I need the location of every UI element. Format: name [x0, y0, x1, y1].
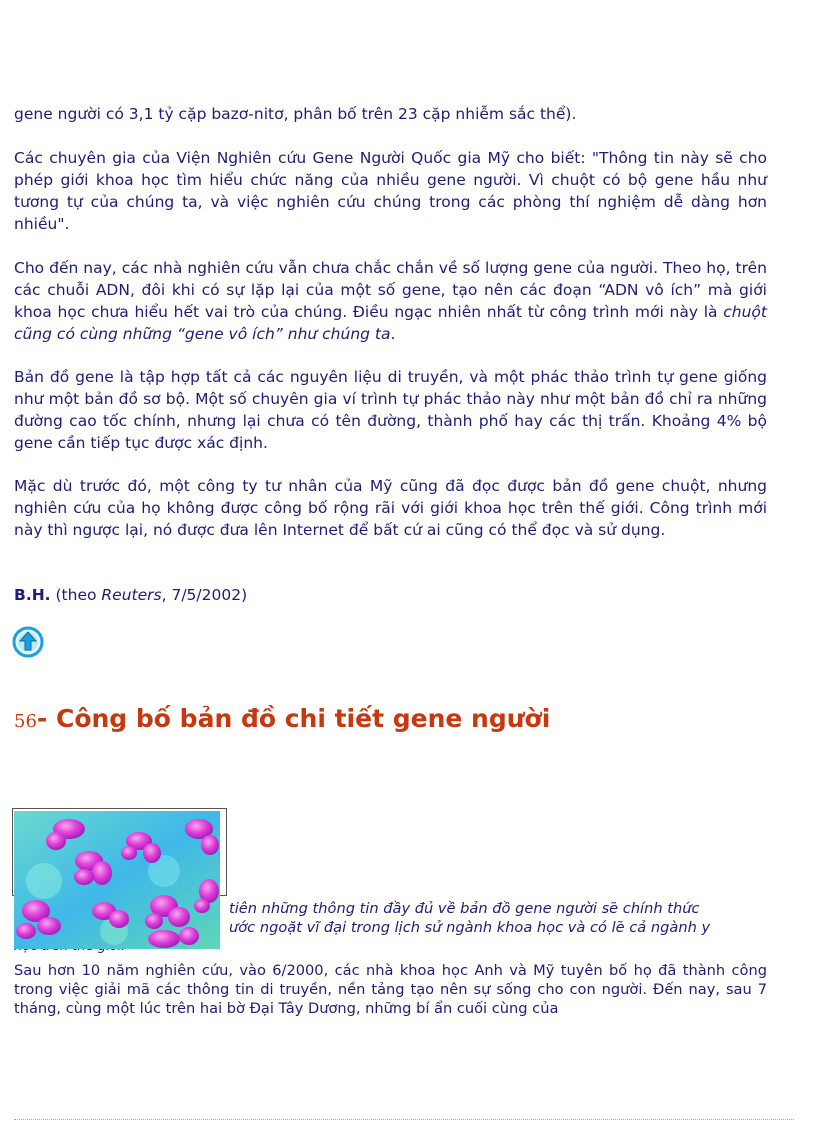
paragraph-4: Bản đồ gene là tập hợp tất cả các nguyên liệu di truyền, và một phác thảo trình tự gene giống như một bản đồ sơ bộ. Một số chuyên gia ví trình tự phác thảo này như một bản đồ chỉ ra những đường cao tốc chính, nhưng lại chưa có tên đường, thành phố hay các thị trấn. Khoảng 4% bộ gene cần tiếp tục được xác định.	[14, 368, 767, 452]
byline-author: B.H.	[14, 586, 51, 604]
intro-line-2: ước ngoặt vĩ đại trong lịch sử ngành khoa học và có lẽ cả ngành y	[229, 919, 711, 936]
paragraph-3-end: .	[390, 325, 396, 343]
up-arrow-circle-icon[interactable]	[12, 626, 44, 658]
section-title: - Công bố bản đồ chi tiết gene người	[36, 704, 551, 733]
byline-date: , 7/5/2002)	[161, 586, 248, 604]
paragraph-3	[14, 257, 767, 345]
chromosome-image	[14, 811, 220, 949]
byline	[14, 584, 247, 606]
paragraph-1: gene người có 3,1 tỷ cặp bazơ-nitơ, phân bố trên 23 cặp nhiễm sắc thể).	[14, 105, 577, 123]
byline-source: Reuters	[101, 586, 162, 604]
paragraph-2: Các chuyên gia của Viện Nghiên cứu Gene Người Quốc gia Mỹ cho biết: "Thông tin này sẽ cho phép giới khoa học tìm hiểu chức năng của nhiều gene người. Vì chuột có bộ gene hầu như tương tự của chúng ta, và việc nghiên cứu chúng trong các phòng thí nghiệm dễ dàng hơn nhiều".	[14, 149, 767, 233]
paragraph-3-text: Cho đến nay, các nhà nghiên cứu vẫn chưa chắc chắn về số lượng gene của người. Theo họ, trên các chuỗi ADN, đôi khi có sự lặp lại của một số gene, tạo nên các đoạn “ADN vô ích” mà giới khoa học chưa hiểu hết vai trò của chúng. Điều ngạc nhiên nhất từ công trình mới này là	[14, 259, 767, 321]
article-body: Sau hơn 10 năm nghiên cứu, vào 6/2000, các nhà khoa học Anh và Mỹ tuyên bố họ đã thành công trong việc giải mã các thông tin di truyền, nền tảng tạo nên sự sống cho con người. Đến nay, sau 7 tháng, cùng một lúc trên hai bờ Đại Tây Dương, những bí ẩn cuối cùng của	[14, 962, 767, 1017]
section-heading	[14, 704, 550, 733]
paragraph-3-emphasis: chuột cũng có cùng những “gene vô ích” như chúng ta	[14, 303, 767, 343]
intro-line-1: tiên những thông tin đầy đủ về bản đồ gene người sẽ chính thức	[229, 900, 700, 917]
paragraph-5: Mặc dù trước đó, một công ty tư nhân của Mỹ cũng đã đọc được bản đồ gene chuột, nhưng nghiên cứu của họ không được công bố rộng rãi với giới khoa học trên thế giới. Công trình mới này thì ngược lại, nó được đưa lên Internet để bất cứ ai cũng có thể đọc và sử dụng.	[14, 477, 767, 539]
section-number: 56	[14, 711, 37, 732]
footer-divider	[14, 1119, 794, 1120]
byline-pre: (theo	[50, 586, 102, 604]
